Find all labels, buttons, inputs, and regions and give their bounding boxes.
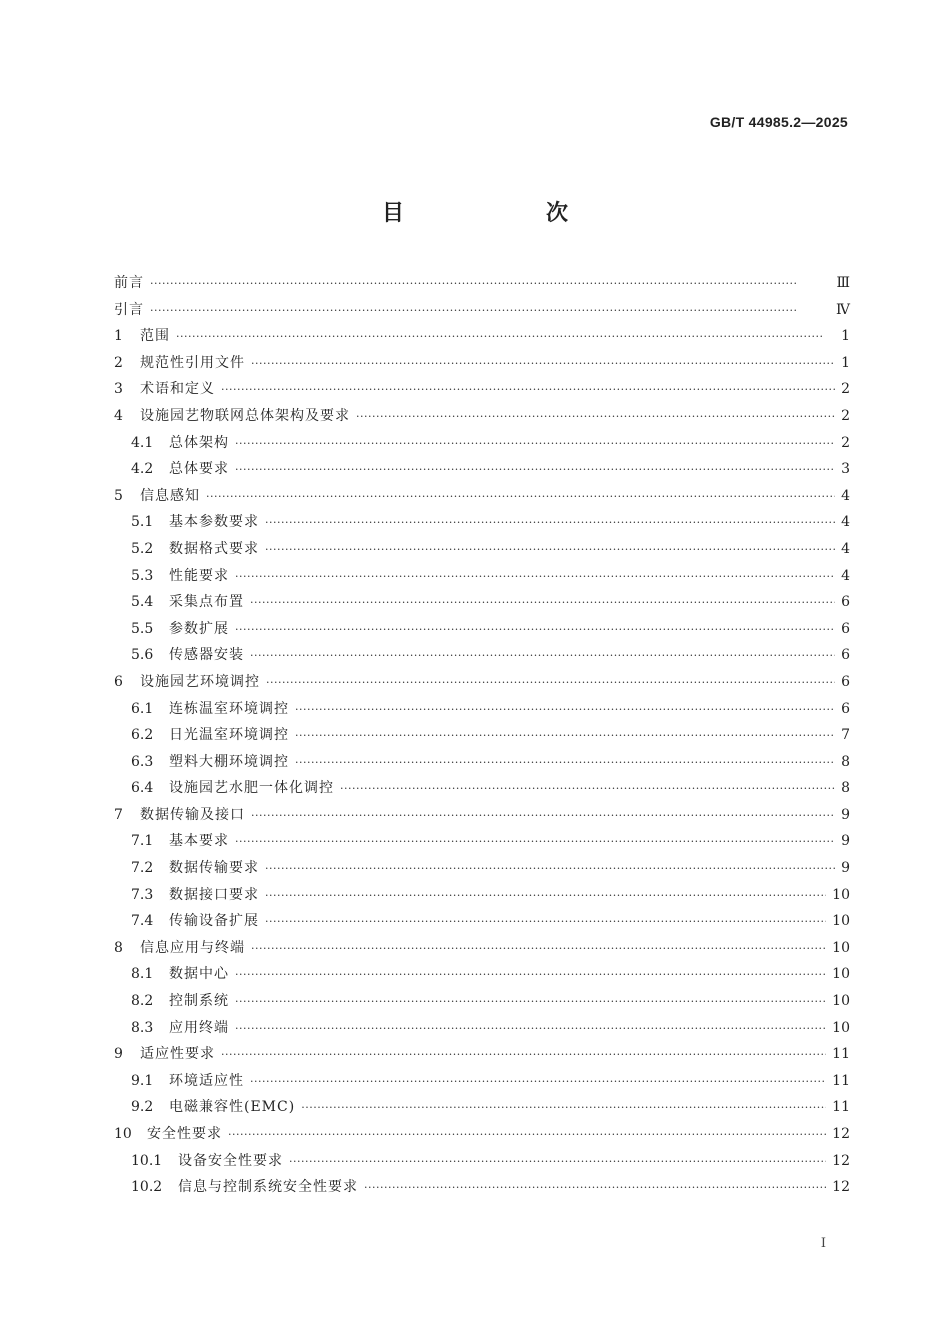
toc-entry-number: 4	[114, 407, 123, 424]
toc-entry[interactable]	[114, 749, 850, 776]
toc-entry-label: 设施园艺环境调控	[140, 673, 260, 690]
toc-leader-dots	[251, 803, 835, 830]
toc-leader-dots	[364, 1175, 826, 1202]
toc-entry-number: 6.2	[131, 727, 154, 744]
toc-leader-dots	[150, 271, 830, 298]
toc-entry-number: 5.1	[131, 514, 154, 531]
toc-entry-number: 9.2	[131, 1099, 154, 1116]
toc-entry-label: 日光温室环境调控	[169, 727, 289, 744]
toc-entry-number: 10.2	[131, 1179, 163, 1196]
toc-entry-label: 数据中心	[169, 966, 229, 983]
toc-entry-page: 10	[832, 913, 850, 930]
toc-entry[interactable]	[114, 483, 850, 510]
toc-entry-label: 引言	[114, 301, 144, 318]
toc-entry-page: 10	[832, 886, 850, 903]
toc-entry-page: 10	[832, 993, 850, 1010]
toc-leader-dots	[295, 723, 835, 750]
toc-entry[interactable]	[114, 376, 850, 403]
toc-entry[interactable]	[114, 696, 850, 723]
toc-entry-label: 连栋温室环境调控	[169, 700, 289, 717]
toc-entry-number: 10	[114, 1126, 132, 1142]
toc-entry[interactable]	[114, 1121, 850, 1148]
toc-leader-dots	[251, 351, 835, 378]
toc-entry-page: 2	[841, 434, 850, 451]
toc-leader-dots	[265, 883, 826, 910]
toc-entry-label: 术语和定义	[140, 381, 215, 398]
toc-entry-page: 4	[841, 487, 850, 504]
toc-entry[interactable]	[114, 988, 850, 1015]
toc-entry[interactable]	[114, 882, 850, 909]
toc-entry-number: 8.3	[131, 1019, 154, 1036]
toc-entry-label: 总体架构	[169, 434, 229, 451]
toc-leader-dots	[235, 431, 835, 458]
toc-leader-dots	[265, 909, 826, 936]
toc-entry-page: 4	[841, 567, 850, 584]
toc-entry[interactable]	[114, 1041, 850, 1068]
toc-entry-label: 基本参数要求	[169, 514, 259, 531]
table-of-contents	[114, 270, 850, 1201]
toc-entry[interactable]	[114, 616, 850, 643]
toc-leader-dots	[250, 643, 835, 670]
toc-entry-page: 11	[832, 1099, 850, 1116]
toc-entry-page: 9	[841, 860, 850, 877]
toc-entry[interactable]	[114, 589, 850, 616]
toc-entry-label: 前言	[114, 275, 144, 291]
toc-entry-label: 电磁兼容性(EMC)	[169, 1099, 296, 1116]
toc-entry[interactable]	[114, 456, 850, 483]
toc-entry-number: 2	[114, 354, 123, 371]
toc-entry-number: 3	[114, 381, 123, 398]
toc-entry-label: 设备安全性要求	[178, 1152, 283, 1169]
standard-code: GB/T 44985.2—2025	[709, 114, 848, 130]
toc-entry-page: 4	[841, 514, 850, 531]
toc-entry-page: Ⅲ	[836, 275, 850, 291]
toc-entry-number: 6.4	[131, 780, 154, 797]
toc-entry-number: 8.2	[131, 993, 154, 1010]
toc-entry[interactable]	[114, 297, 850, 324]
toc-entry[interactable]	[114, 1148, 850, 1175]
toc-entry-label: 性能要求	[169, 567, 229, 584]
toc-entry-label: 设施园艺物联网总体架构及要求	[140, 407, 350, 424]
toc-leader-dots	[301, 1095, 826, 1122]
toc-entry-label: 信息感知	[140, 487, 200, 504]
toc-leader-dots	[235, 989, 826, 1016]
toc-entry-page: 8	[841, 753, 850, 770]
toc-entry[interactable]	[114, 270, 850, 297]
toc-entry-label: 信息与控制系统安全性要求	[178, 1179, 358, 1196]
toc-entry[interactable]	[114, 1068, 850, 1095]
toc-entry-label: 基本要求	[169, 833, 229, 850]
page-title: 目 次	[381, 201, 628, 226]
toc-entry-page: 12	[832, 1179, 850, 1196]
toc-leader-dots	[250, 590, 835, 617]
toc-entry-page: 11	[832, 1046, 850, 1063]
toc-entry-label: 数据传输要求	[169, 860, 259, 877]
toc-entry-number: 5.3	[131, 567, 154, 584]
toc-entry-label: 数据接口要求	[169, 886, 259, 903]
toc-entry[interactable]	[114, 669, 850, 696]
toc-entry-label: 环境适应性	[169, 1072, 244, 1089]
toc-entry-number: 9.1	[131, 1072, 154, 1089]
toc-entry-label: 适应性要求	[140, 1046, 215, 1063]
toc-entry-label: 数据传输及接口	[140, 806, 245, 823]
toc-entry[interactable]	[114, 509, 850, 536]
toc-entry-label: 安全性要求	[147, 1126, 222, 1142]
toc-entry[interactable]	[114, 403, 850, 430]
toc-entry-number: 4.1	[131, 434, 154, 451]
toc-entry[interactable]	[114, 1015, 850, 1042]
footer-page-number: I	[820, 1236, 826, 1251]
toc-entry-label: 采集点布置	[169, 594, 244, 611]
toc-leader-dots	[235, 457, 835, 484]
toc-entry-page: 10	[832, 966, 850, 983]
toc-entry-page: 7	[841, 727, 850, 744]
toc-entry-page: 6	[841, 594, 850, 611]
toc-leader-dots	[206, 484, 835, 511]
toc-entry-number: 5.4	[131, 594, 154, 611]
toc-entry-number: 5.5	[131, 620, 154, 637]
toc-entry[interactable]	[114, 323, 850, 350]
toc-leader-dots	[235, 617, 835, 644]
toc-entry[interactable]	[114, 722, 850, 749]
toc-entry-number: 5	[114, 487, 123, 504]
toc-entry-number: 7.4	[131, 913, 154, 930]
toc-entry-page: 12	[832, 1126, 850, 1142]
toc-entry-page: 6	[841, 647, 850, 664]
toc-entry-page: 6	[841, 673, 850, 690]
toc-entry-number: 9	[114, 1046, 123, 1063]
toc-entry-label: 应用终端	[169, 1019, 229, 1036]
toc-entry-page: Ⅳ	[836, 301, 850, 318]
toc-entry-number: 7	[114, 806, 123, 823]
toc-leader-dots	[228, 1122, 826, 1149]
toc-entry-number: 7.1	[131, 833, 154, 850]
toc-entry-number: 5.6	[131, 647, 154, 664]
toc-entry-label: 传感器安装	[169, 647, 244, 664]
toc-entry[interactable]	[114, 642, 850, 669]
toc-leader-dots	[176, 324, 835, 351]
toc-entry-number: 7.2	[131, 860, 154, 877]
toc-entry-number: 5.2	[131, 540, 154, 557]
toc-leader-dots	[295, 697, 835, 724]
toc-entry[interactable]	[114, 855, 850, 882]
toc-entry-number: 1	[114, 328, 123, 345]
toc-leader-dots	[150, 298, 830, 325]
toc-entry-number: 6.1	[131, 700, 154, 717]
toc-entry-page: 10	[832, 939, 850, 956]
toc-entry[interactable]	[114, 1094, 850, 1121]
toc-entry-page: 9	[841, 833, 850, 850]
toc-leader-dots	[356, 404, 835, 431]
toc-entry[interactable]	[114, 828, 850, 855]
toc-leader-dots	[221, 1042, 826, 1069]
toc-leader-dots	[340, 776, 835, 803]
toc-entry[interactable]	[114, 935, 850, 962]
toc-entry-page: 8	[841, 780, 850, 797]
toc-leader-dots	[295, 750, 835, 777]
toc-entry-label: 设施园艺水肥一体化调控	[169, 780, 334, 797]
toc-leader-dots	[265, 856, 835, 883]
toc-entry-page: 10	[832, 1019, 850, 1036]
toc-entry-label: 数据格式要求	[169, 540, 259, 557]
toc-entry-label: 信息应用与终端	[140, 939, 245, 956]
toc-leader-dots	[235, 829, 835, 856]
toc-entry-number: 6	[114, 673, 123, 690]
toc-entry-number: 10.1	[131, 1152, 163, 1169]
toc-entry[interactable]	[114, 775, 850, 802]
toc-leader-dots	[266, 670, 835, 697]
toc-entry-label: 范围	[140, 328, 170, 345]
toc-entry-number: 8.1	[131, 966, 154, 983]
toc-entry[interactable]	[114, 1174, 850, 1201]
toc-entry[interactable]	[114, 350, 850, 377]
toc-entry-page: 2	[841, 381, 850, 398]
toc-entry[interactable]	[114, 536, 850, 563]
toc-leader-dots	[235, 962, 826, 989]
toc-entry-number: 8	[114, 939, 123, 956]
toc-entry-label: 总体要求	[169, 461, 229, 478]
toc-entry-number: 6.3	[131, 753, 154, 770]
toc-entry-page: 9	[841, 806, 850, 823]
toc-entry-page: 4	[841, 540, 850, 557]
toc-leader-dots	[289, 1149, 826, 1176]
toc-entry-label: 传输设备扩展	[169, 913, 259, 930]
toc-entry[interactable]	[114, 908, 850, 935]
toc-entry[interactable]	[114, 961, 850, 988]
toc-leader-dots	[265, 510, 835, 537]
toc-leader-dots	[250, 1069, 826, 1096]
toc-leader-dots	[235, 564, 835, 591]
toc-leader-dots	[265, 537, 835, 564]
toc-entry[interactable]	[114, 563, 850, 590]
toc-leader-dots	[251, 936, 826, 963]
toc-entry-page: 6	[841, 700, 850, 717]
toc-entry-label: 控制系统	[169, 993, 229, 1010]
toc-leader-dots	[221, 377, 835, 404]
toc-entry-page: 12	[832, 1152, 850, 1169]
toc-entry-number: 4.2	[131, 461, 154, 478]
toc-entry-label: 规范性引用文件	[140, 354, 245, 371]
toc-leader-dots	[235, 1016, 826, 1043]
toc-entry-page: 6	[841, 620, 850, 637]
toc-entry-label: 塑料大棚环境调控	[169, 753, 289, 770]
toc-entry-page: 11	[832, 1072, 850, 1089]
toc-entry-page: 2	[841, 407, 850, 424]
toc-entry[interactable]	[114, 430, 850, 457]
toc-entry-number: 7.3	[131, 886, 154, 903]
toc-entry-label: 参数扩展	[169, 620, 229, 637]
toc-entry-page: 1	[841, 354, 850, 371]
toc-entry-page: 3	[841, 461, 850, 478]
toc-entry-page: 1	[841, 328, 850, 345]
toc-entry[interactable]	[114, 802, 850, 829]
